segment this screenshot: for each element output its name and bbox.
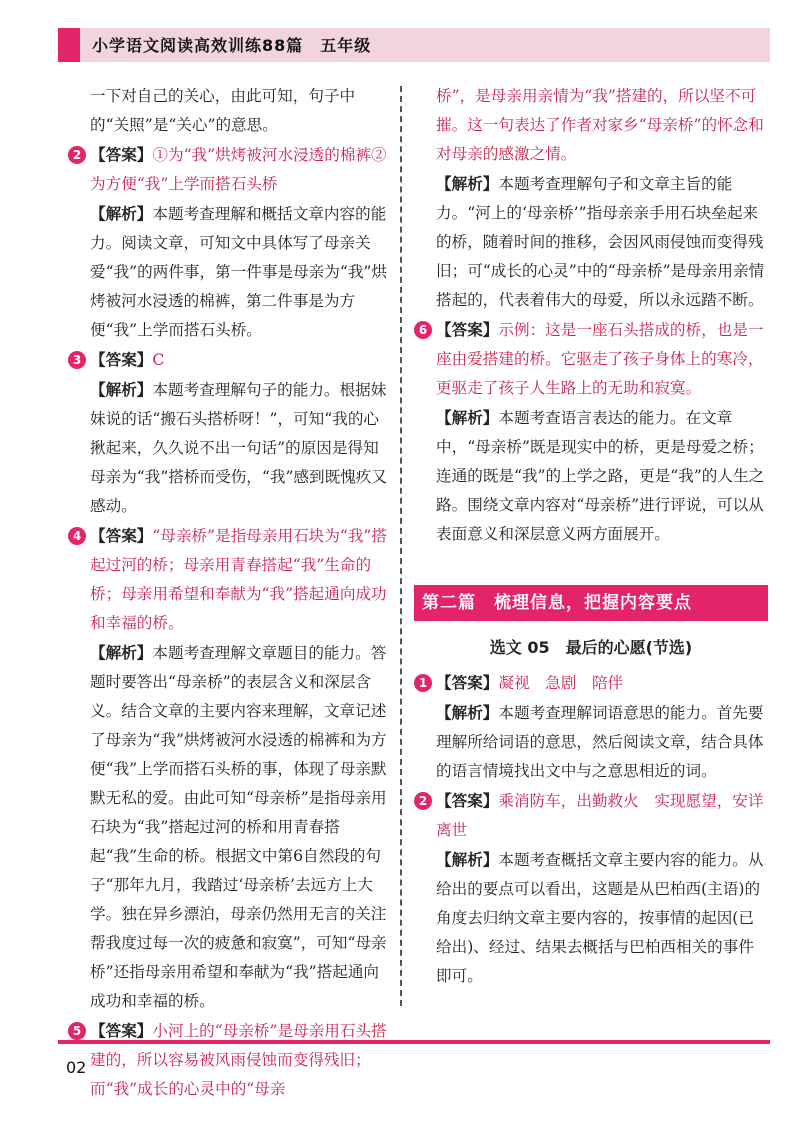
q6-explanation: [414, 403, 768, 549]
s1-answer-text: 凝视 急剧 陪伴: [498, 674, 624, 692]
s1-explanation: [414, 698, 768, 786]
q3-answer: [68, 345, 388, 375]
q2-explanation: [68, 199, 388, 345]
answer-label: 【答案】: [90, 1021, 153, 1040]
section-banner: 第二篇 梳理信息，把握内容要点: [414, 585, 768, 621]
q2-answer-text: ①为“我”烘烤被河水浸透的棉裤②为方便“我”上学而搭石头桥: [90, 146, 387, 193]
column-divider: [400, 86, 402, 1006]
book-title: 小学语文阅读高效训练88篇 五年级: [92, 36, 372, 55]
explanation-label: 【解析】: [436, 408, 499, 427]
q5-answer: [68, 1016, 388, 1104]
footer-line: [58, 1040, 770, 1044]
q3-number-badge: 3: [68, 351, 86, 369]
q2-answer: [68, 140, 388, 199]
right-column: [414, 82, 768, 991]
explanation-label: 【解析】: [90, 380, 153, 399]
q6-number-badge: 6: [414, 321, 432, 339]
q4-explanation: [68, 638, 388, 1016]
s2-answer-text: 乘消防车，出勤救火 实现愿望，安详离世: [436, 792, 764, 839]
answer-label: 【答案】: [90, 526, 153, 545]
header-accent-tab: [58, 28, 80, 62]
s1-answer: [414, 668, 768, 698]
s2-explanation-text: 本题考查概括文章主要内容的能力。从给出的要点可以看出，这题是从巴柏西(主语)的角度去归纳文章主要内容的，按事情的起因(已给出)、经过、结果去概括与巴柏西相关的事件即可。: [436, 851, 764, 985]
explanation-label: 【解析】: [436, 174, 499, 193]
q6-answer-text: 示例：这是一座石头搭成的桥，也是一座由爱搭建的桥。它驱走了孩子身体上的寒冷，更驱走了孩子人生路上的无助和寂寞。: [436, 321, 764, 397]
answer-label: 【答案】: [436, 673, 499, 692]
q4-answer-text: “母亲桥”是指母亲用石块为“我”搭起过河的桥；母亲用青春搭起“我”生命的桥；母亲用希望和奉献为“我”搭起通向成功和幸福的桥。: [90, 527, 387, 632]
answer-label: 【答案】: [90, 350, 153, 369]
q5-explanation: [414, 169, 768, 315]
q3-explanation: [68, 375, 388, 521]
s1-explanation-text: 本题考查理解词语意思的能力。首先要理解所给词语的意思，然后阅读文章，结合具体的语言情境找出文中与之意思相近的词。: [436, 704, 764, 780]
s2-answer: [414, 786, 768, 845]
answer-label: 【答案】: [436, 320, 499, 339]
q3-explanation-text: 本题考查理解句子的能力。根据妹妹说的话“搬石头搭桥呀！”，可知“我的心揪起来，久久说不出一句话”的原因是得知母亲为“我”搭桥而受伤，“我”感到既愧疚又感动。: [90, 381, 387, 515]
explanation-label: 【解析】: [90, 643, 153, 662]
q6-explanation-text: 本题考查语言表达的能力。在文章中，“母亲桥”既是现实中的桥，更是母爱之桥；连通的既是“我”的上学之路，更是“我”的人生之路。围绕文章内容对“母亲桥”进行评说，可以从表面意义和深层意义两方面展开。: [436, 409, 765, 543]
s2-number-badge: 2: [414, 792, 432, 810]
q4-explanation-text: 本题考查理解文章题目的能力。答题时要答出“母亲桥”的表层含义和深层含义。结合文章的主要内容来理解，文章记述了母亲为“我”烘烤被河水浸透的棉裤和为方便“我”上学而搭石头桥的事，体现了母亲默默无私的爱。由此可知“母亲桥”是指母亲用石块为“我”搭起过河的桥和用青春搭起“我”生命的桥。根据文中第6自然段的句子“那年九月，我踏过‘母亲桥’去远方上大学。独在异乡漂泊，母亲仍然用无言的关注帮我度过每一次的疲惫和寂寞”，可知“母亲桥”还指母亲用希望和奉献为“我”搭起通向成功和幸福的桥。: [90, 644, 387, 1010]
answer-label: 【答案】: [90, 145, 153, 164]
q4-answer: [68, 521, 388, 638]
intro-text: 一下对自己的关心，由此可知，句子中的“关照”是“关心”的意思。: [90, 87, 356, 134]
q4-number-badge: 4: [68, 527, 86, 545]
left-column: [68, 82, 388, 1104]
answer-label: 【答案】: [436, 791, 499, 810]
selection-title: 选文 05 最后的心愿(节选): [489, 638, 693, 657]
s2-explanation: [414, 845, 768, 991]
page-number: 02: [66, 1058, 87, 1077]
explanation-label: 【解析】: [90, 204, 153, 223]
q6-answer: [414, 315, 768, 403]
q5-answer-continued: 桥”，是母亲用亲情为“我”搭建的，所以坚不可摧。这一句表达了作者对家乡“母亲桥”的怀念和对母亲的感激之情。: [436, 87, 764, 163]
q5-number-badge: 5: [68, 1022, 86, 1040]
q3-answer-text: C: [152, 351, 165, 369]
s1-number-badge: 1: [414, 674, 432, 692]
q5-answer-text: 小河上的“母亲桥”是母亲用石头搭建的，所以容易被风雨侵蚀而变得残旧；而“我”成长的心灵中的“母亲: [90, 1022, 387, 1098]
q2-explanation-text: 本题考查理解和概括文章内容的能力。阅读文章，可知文中具体写了母亲关爱“我”的两件事，第一件事是母亲为“我”烘烤被河水浸透的棉裤，第二件事是为方便“我”上学而搭石头桥。: [90, 205, 387, 339]
explanation-label: 【解析】: [436, 703, 499, 722]
q2-number-badge: 2: [68, 146, 86, 164]
explanation-label: 【解析】: [436, 850, 499, 869]
q5-explanation-text: 本题考查理解句子和文章主旨的能力。“河上的‘母亲桥’”指母亲亲手用石块垒起来的桥，随着时间的推移，会因风雨侵蚀而变得残旧；可“成长的心灵”中的“母亲桥”是母亲用亲情搭起的，代表着伟大的母爱，所以永远踏不断。: [436, 175, 765, 309]
